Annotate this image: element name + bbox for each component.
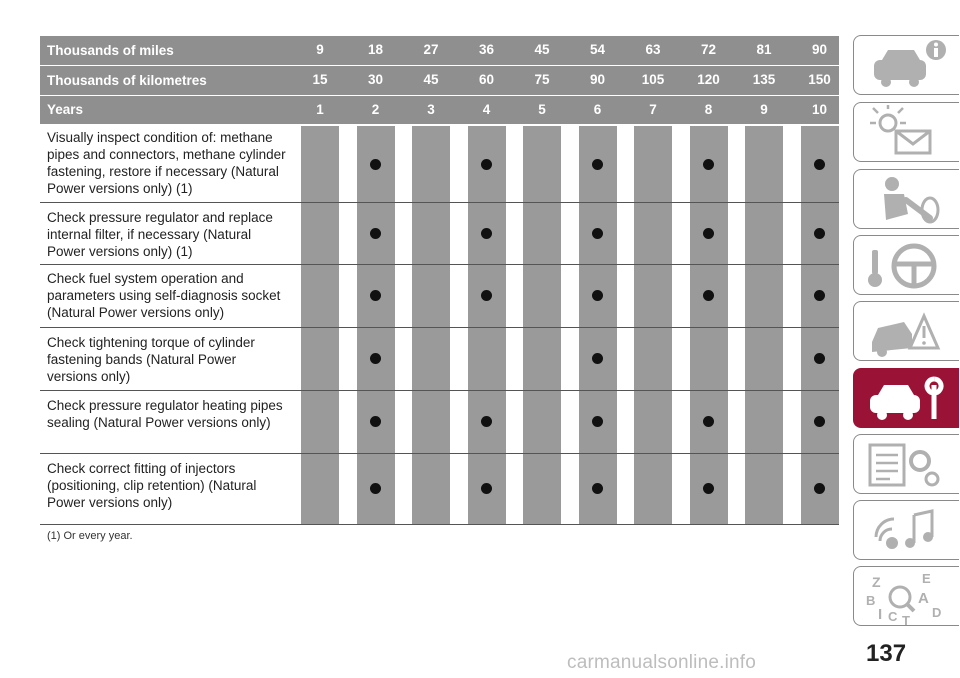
chapter-tab-7[interactable] — [853, 434, 959, 494]
check-dot — [814, 159, 825, 170]
svg-text:T: T — [902, 613, 910, 627]
svg-text:A: A — [918, 590, 929, 607]
page-number: 137 — [866, 640, 907, 667]
check-dot — [703, 290, 714, 301]
steering-wheel-key-icon — [854, 236, 958, 296]
multimedia-icon — [854, 501, 958, 561]
row-divider — [40, 327, 839, 328]
check-dot — [370, 483, 381, 494]
check-dot — [592, 483, 603, 494]
footnote: (1) Or every year. — [47, 530, 133, 542]
miles-value-4: 36 — [478, 42, 495, 57]
watermark: carmanualsonline.info — [567, 652, 757, 673]
task-description: Check tightening torque of cylinder fastening bands (Natural Power versions only) — [47, 335, 255, 384]
task-description: Visually inspect condition of: methane pipes and connectors, methane cylinder fastening, restore if necessary (Natural Power versions only) (1) — [47, 130, 286, 196]
check-dot — [703, 159, 714, 170]
interval-column-7 — [634, 126, 672, 524]
miles-value-6: 54 — [589, 42, 606, 57]
row-divider — [40, 524, 839, 525]
row-divider — [40, 390, 839, 391]
chapter-tab-6[interactable] — [853, 368, 959, 428]
years-value-3: 3 — [427, 102, 435, 117]
svg-text:B: B — [866, 593, 876, 608]
svg-text:E: E — [922, 571, 931, 586]
check-dot — [592, 416, 603, 427]
check-dot — [481, 228, 492, 239]
check-dot — [481, 290, 492, 301]
miles-value-1: 9 — [316, 42, 324, 57]
task-description: Check pressure regulator and replace internal filter, if necessary (Natural Power versions only) (1) — [47, 210, 273, 259]
specs-gear-icon — [854, 435, 958, 495]
miles-value-9: 81 — [756, 42, 772, 57]
check-dot — [592, 228, 603, 239]
airbag-seat-icon — [854, 170, 958, 230]
km-value-7: 105 — [641, 72, 665, 87]
miles-value-10: 90 — [811, 42, 828, 57]
km-value-5: 75 — [534, 72, 550, 87]
check-dot — [481, 159, 492, 170]
svg-text:I: I — [878, 606, 883, 623]
check-dot — [814, 228, 825, 239]
check-dot — [481, 416, 492, 427]
check-dot — [481, 483, 492, 494]
years-value-10: 10 — [811, 102, 828, 117]
warning-lights-icon — [854, 103, 958, 163]
check-dot — [370, 290, 381, 301]
years-value-7: 7 — [649, 102, 657, 117]
interval-column-8 — [690, 126, 728, 524]
miles-value-3: 27 — [423, 42, 439, 57]
miles-label: Thousands of miles — [47, 43, 174, 58]
interval-column-1 — [301, 126, 339, 524]
years-value-6: 6 — [593, 102, 602, 117]
interval-column-10 — [801, 126, 839, 524]
car-wrench-icon — [854, 369, 958, 429]
chapter-tab-3[interactable] — [853, 169, 959, 229]
miles-value-8: 72 — [700, 42, 717, 57]
km-value-1: 15 — [312, 72, 328, 87]
interval-column-9 — [745, 126, 783, 524]
km-value-8: 120 — [697, 72, 720, 87]
years-value-2: 2 — [371, 102, 380, 117]
row-divider — [40, 202, 839, 203]
task-description: Check fuel system operation and parameters using self-diagnosis socket (Natural Power versions only) — [47, 271, 281, 320]
check-dot — [703, 483, 714, 494]
chapter-tab-2[interactable] — [853, 102, 959, 162]
interval-column-2 — [357, 126, 395, 524]
interval-column-5 — [523, 126, 561, 524]
km-value-4: 60 — [478, 72, 495, 87]
check-dot — [370, 416, 381, 427]
car-info-icon — [854, 36, 958, 96]
check-dot — [814, 353, 825, 364]
chapter-tab-9[interactable] — [853, 566, 959, 626]
miles-value-2: 18 — [367, 42, 384, 57]
check-dot — [592, 159, 603, 170]
check-dot — [814, 483, 825, 494]
interval-column-3 — [412, 126, 450, 524]
svg-text:D: D — [932, 605, 942, 620]
miles-value-5: 45 — [534, 42, 550, 57]
check-dot — [703, 228, 714, 239]
miles-value-7: 63 — [645, 42, 661, 57]
svg-text:C: C — [888, 609, 898, 624]
row-divider — [40, 453, 839, 454]
task-description: Check correct fitting of injectors (positioning, clip retention) (Natural Power versions only) — [47, 461, 257, 510]
km-value-2: 30 — [367, 72, 384, 87]
check-dot — [370, 159, 381, 170]
years-value-5: 5 — [538, 102, 546, 117]
check-dot — [592, 353, 603, 364]
years-value-4: 4 — [482, 102, 491, 117]
years-value-8: 8 — [704, 102, 713, 117]
emergency-car-icon — [854, 302, 958, 362]
row-divider — [40, 264, 839, 265]
chapter-tab-1[interactable] — [853, 35, 959, 95]
km-value-3: 45 — [423, 72, 439, 87]
interval-column-6 — [579, 126, 617, 524]
years-label: Years — [47, 102, 84, 117]
years-value-9: 9 — [760, 102, 768, 117]
km-label: Thousands of kilometres — [47, 73, 207, 88]
task-description: Check pressure regulator heating pipes sealing (Natural Power versions only) — [47, 398, 283, 430]
check-dot — [814, 416, 825, 427]
interval-column-4 — [468, 126, 506, 524]
years-value-1: 1 — [316, 102, 324, 117]
svg-text:Z: Z — [872, 574, 881, 590]
check-dot — [370, 353, 381, 364]
chapter-tab-8[interactable] — [853, 500, 959, 560]
check-dot — [703, 416, 714, 427]
km-value-9: 135 — [752, 72, 776, 87]
check-dot — [592, 290, 603, 301]
km-value-6: 90 — [589, 72, 606, 87]
check-dot — [370, 228, 381, 239]
chapter-tab-4[interactable] — [853, 235, 959, 295]
chapter-tab-5[interactable] — [853, 301, 959, 361]
index-letters-icon — [854, 567, 958, 627]
km-value-10: 150 — [808, 72, 831, 87]
check-dot — [814, 290, 825, 301]
